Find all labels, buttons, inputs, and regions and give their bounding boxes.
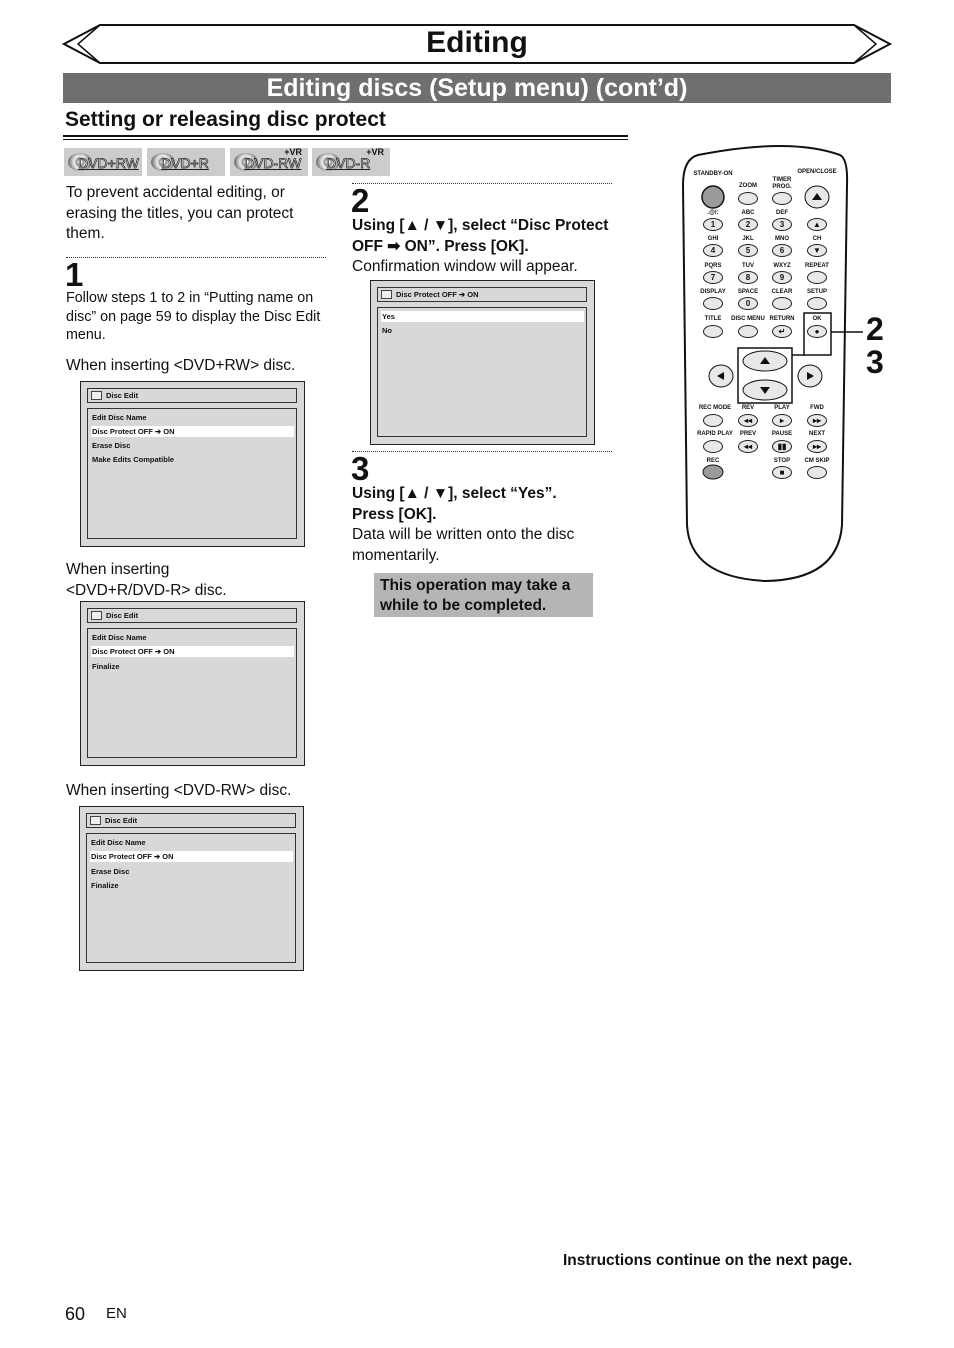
key-label: .@/: bbox=[707, 210, 719, 216]
return-button[interactable]: ↵ bbox=[772, 325, 792, 338]
step-3-instruction: Using [▲ / ▼], select “Yes”. Press [OK]. bbox=[352, 485, 557, 523]
menu-item-selected[interactable]: Disc Protect OFF ➔ ON bbox=[90, 851, 293, 862]
key-label: CLEAR bbox=[771, 289, 793, 295]
digit-button[interactable]: 3 bbox=[772, 218, 792, 231]
screen-title: Disc Edit bbox=[106, 611, 139, 620]
menu-item[interactable]: Edit Disc Name bbox=[92, 413, 147, 422]
cm-skip-button[interactable] bbox=[807, 466, 827, 479]
page-subtitle: Editing discs (Setup menu) (cont’d) bbox=[63, 73, 891, 103]
disc-edit-screen-dvd-plus-rw bbox=[80, 381, 305, 547]
badge-dvd-minus-rw bbox=[230, 148, 308, 176]
pause-button[interactable]: ▮▮ bbox=[772, 440, 792, 453]
menu-item[interactable]: Finalize bbox=[91, 881, 119, 890]
continue-note: Instructions continue on the next page. bbox=[563, 1252, 853, 1269]
disc-edit-screen-dvd-plus-r bbox=[80, 601, 305, 766]
menu-item[interactable]: Erase Disc bbox=[91, 867, 130, 876]
key-label: REC bbox=[706, 458, 720, 464]
menu-list bbox=[87, 628, 297, 758]
digit-button[interactable]: 7 bbox=[703, 271, 723, 284]
section-divider bbox=[63, 135, 628, 140]
key-label: PLAY bbox=[774, 405, 790, 411]
intro-text: To prevent accidental editing, or erasing the titles, you can protect them. bbox=[66, 184, 294, 242]
step-1-number: 1 bbox=[65, 256, 84, 293]
key-label: GHI bbox=[707, 236, 719, 242]
disc-edit-screen-dvd-minus-rw bbox=[79, 806, 304, 971]
badge-dvd-minus-r bbox=[312, 148, 390, 176]
screen-title: Disc Protect OFF ➔ ON bbox=[396, 290, 479, 299]
step-3-number: 3 bbox=[351, 450, 370, 487]
key-label: PAUSE bbox=[771, 431, 793, 437]
key-label: RAPID PLAY bbox=[697, 431, 733, 437]
key-label: REC MODE bbox=[698, 405, 732, 411]
menu-item-selected[interactable]: Disc Protect OFF ➔ ON bbox=[91, 426, 294, 437]
confirm-list bbox=[377, 307, 587, 437]
timer-prog-label: TIMER PROG. bbox=[772, 177, 792, 190]
screen-title: Disc Edit bbox=[106, 391, 139, 400]
key-label: NEXT bbox=[808, 431, 825, 437]
key-label: ABC bbox=[741, 210, 755, 216]
power-button bbox=[702, 186, 724, 208]
key-label: FWD bbox=[810, 405, 824, 411]
screen-title: Disc Edit bbox=[105, 816, 138, 825]
option-yes[interactable]: Yes bbox=[381, 311, 584, 322]
key-label: REV bbox=[741, 405, 755, 411]
caption-dvd-minus-rw: When inserting <DVD-RW> disc. bbox=[66, 782, 292, 799]
screen-header bbox=[86, 813, 296, 828]
menu-list bbox=[86, 833, 296, 963]
title-button[interactable] bbox=[703, 325, 723, 338]
vr-mark: +VR bbox=[366, 147, 384, 157]
zoom-label: ZOOM bbox=[739, 183, 757, 189]
key-label: CH bbox=[812, 236, 822, 242]
stop-button[interactable]: ■ bbox=[772, 466, 792, 479]
menu-icon bbox=[381, 290, 392, 299]
key-label: OK bbox=[812, 316, 822, 322]
badge-label: DVD+R bbox=[161, 155, 209, 171]
step-divider bbox=[352, 451, 612, 452]
callout-step-2: 2 bbox=[866, 311, 884, 347]
ok-button[interactable]: ● bbox=[807, 325, 827, 338]
step-divider bbox=[352, 183, 612, 184]
menu-item[interactable]: Finalize bbox=[92, 662, 120, 671]
badge-dvd-plus-rw bbox=[64, 148, 142, 176]
page-number: 60 bbox=[65, 1304, 86, 1324]
fwd-button[interactable]: ▸▸ bbox=[807, 414, 827, 427]
chapter-title: Editing bbox=[426, 26, 528, 59]
option-no[interactable]: No bbox=[382, 326, 392, 335]
menu-list bbox=[87, 408, 297, 539]
step-2-number: 2 bbox=[351, 182, 370, 219]
ch-up-button[interactable]: ▲ bbox=[807, 218, 827, 231]
badge-label: DVD-R bbox=[326, 155, 371, 171]
badge-label: DVD+RW bbox=[78, 155, 139, 171]
key-label: STOP bbox=[773, 458, 791, 464]
chapter-banner bbox=[62, 22, 892, 66]
caption-dvd-plus-rw: When inserting <DVD+RW> disc. bbox=[66, 357, 296, 374]
repeat-button[interactable] bbox=[807, 271, 827, 284]
menu-icon bbox=[91, 611, 102, 620]
language-code: EN bbox=[106, 1305, 127, 1322]
play-button[interactable]: ▸ bbox=[772, 414, 792, 427]
key-label: DEF bbox=[776, 210, 788, 216]
menu-icon bbox=[91, 391, 102, 400]
digit-button[interactable]: 9 bbox=[772, 271, 792, 284]
screen-header bbox=[87, 608, 297, 623]
standby-label: STANDBY-ON bbox=[693, 171, 733, 177]
digit-button[interactable]: 6 bbox=[772, 244, 792, 257]
digit-button[interactable]: 8 bbox=[738, 271, 758, 284]
key-label: SETUP bbox=[806, 289, 827, 295]
menu-icon bbox=[90, 816, 101, 825]
confirm-screen bbox=[370, 280, 595, 445]
zoom-button[interactable] bbox=[738, 192, 758, 205]
screen-header bbox=[87, 388, 297, 403]
note-box: This operation may take a while to be completed. bbox=[374, 573, 593, 617]
key-label: JKL bbox=[742, 236, 754, 242]
step-divider bbox=[66, 257, 326, 258]
menu-item[interactable]: Erase Disc bbox=[92, 441, 131, 450]
step-2-text: Confirmation window will appear. bbox=[352, 258, 578, 275]
digit-button[interactable]: 2 bbox=[738, 218, 758, 231]
screen-header bbox=[377, 287, 587, 302]
badge-dvd-plus-r bbox=[147, 148, 225, 176]
rev-button[interactable]: ◂◂ bbox=[738, 414, 758, 427]
key-label: MNO bbox=[775, 236, 789, 242]
caption-dvd-plus-r: When inserting <DVD+R/DVD-R> disc. bbox=[66, 561, 227, 599]
key-label: DISC MENU bbox=[731, 316, 765, 322]
key-label: WXYZ bbox=[773, 263, 791, 269]
menu-item[interactable]: Edit Disc Name bbox=[92, 633, 147, 642]
setup-button[interactable] bbox=[807, 297, 827, 310]
step-2-instruction: Using [▲ / ▼], select “Disc Protect OFF ➡ ON”. Press [OK]. bbox=[352, 217, 609, 255]
digit-button[interactable]: 0 bbox=[738, 297, 758, 310]
timer-prog-button[interactable] bbox=[772, 192, 792, 205]
step-3-text: Data will be written onto the disc momentarily. bbox=[352, 526, 575, 564]
digit-button[interactable]: 1 bbox=[703, 218, 723, 231]
key-label: RETURN bbox=[769, 316, 795, 322]
menu-item[interactable]: Make Edits Compatible bbox=[92, 455, 175, 464]
digit-button[interactable]: 4 bbox=[703, 244, 723, 257]
key-label: PREV bbox=[739, 431, 757, 437]
key-label: PQRS bbox=[704, 263, 722, 269]
vr-mark: +VR bbox=[284, 147, 302, 157]
ch-down-button[interactable]: ▼ bbox=[807, 244, 827, 257]
callout-step-3: 3 bbox=[866, 344, 884, 380]
key-label: TUV bbox=[742, 263, 754, 269]
digit-button[interactable]: 5 bbox=[738, 244, 758, 257]
badge-label: DVD-RW bbox=[244, 155, 302, 171]
clear-button[interactable] bbox=[772, 297, 792, 310]
section-title: Setting or releasing disc protect bbox=[65, 108, 386, 131]
menu-item-selected[interactable]: Disc Protect OFF ➔ ON bbox=[91, 646, 294, 657]
key-label: TITLE bbox=[704, 316, 722, 322]
disc-menu-button[interactable] bbox=[738, 325, 758, 338]
rec-mode-button[interactable] bbox=[703, 414, 723, 427]
key-label: REPEAT bbox=[805, 263, 829, 269]
menu-item[interactable]: Edit Disc Name bbox=[91, 838, 146, 847]
key-label: DISPLAY bbox=[700, 289, 726, 295]
next-button[interactable]: ▸▸ bbox=[807, 440, 827, 453]
open-close-label: OPEN/CLOSE bbox=[797, 169, 837, 175]
display-button[interactable] bbox=[703, 297, 723, 310]
remote-step-callout bbox=[866, 313, 884, 379]
prev-button[interactable]: ◂◂ bbox=[738, 440, 758, 453]
rapid-play-button[interactable] bbox=[703, 440, 723, 453]
key-label: CM SKIP bbox=[804, 458, 830, 464]
key-label: SPACE bbox=[737, 289, 759, 295]
step-1-text: Follow steps 1 to 2 in “Putting name on disc” on page 59 to display the Disc Edit menu. bbox=[66, 290, 321, 343]
